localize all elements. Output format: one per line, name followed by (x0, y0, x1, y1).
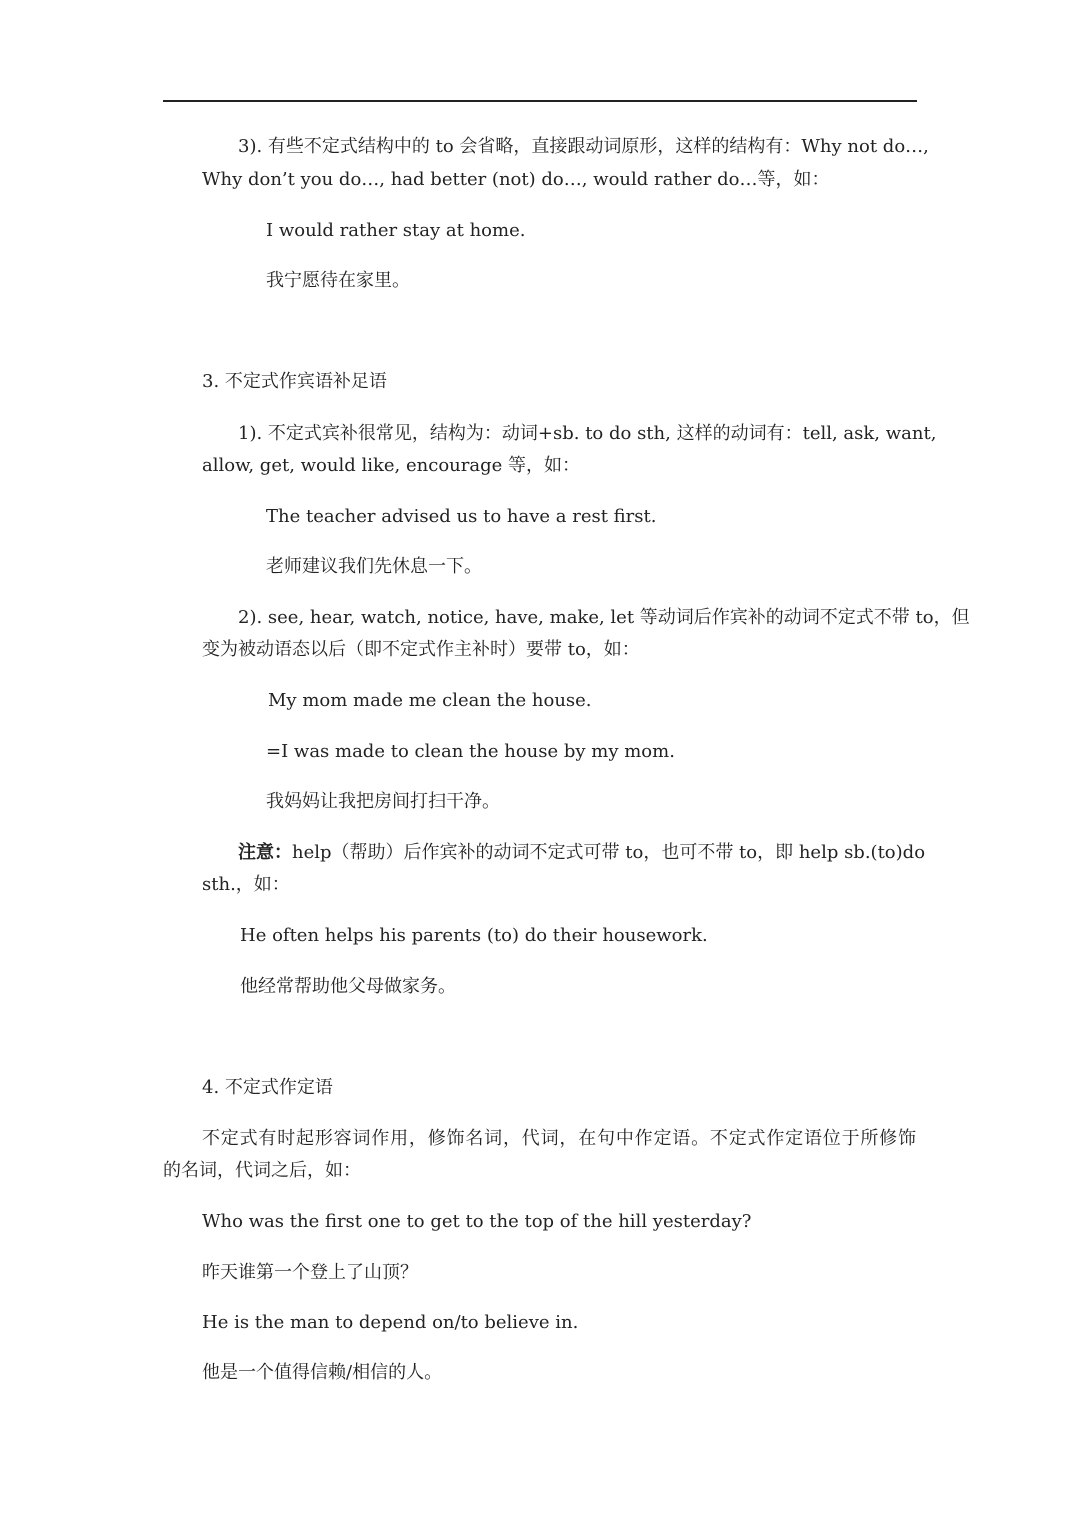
example-english: I would rather stay at home. (266, 220, 526, 241)
section-3-example-3-chinese: 他经常帮助他父母做家务。 (240, 976, 456, 997)
header-rule (163, 100, 917, 102)
note-line-2: sth.，如： (202, 874, 290, 895)
paragraph-3-line-2: Why don’t you do…, had better (not) do…, would rather do…等，如： (202, 169, 830, 190)
section-3-para-1-line-1: 1). 不定式宾补很常见，结构为：动词+sb. to do sth, 这样的动词有：tell, ask, want, (238, 423, 937, 444)
section-4-example-2-english: He is the man to depend on/to believe in. (202, 1312, 579, 1333)
note-line-1 (238, 841, 926, 865)
section-4-example-1-chinese: 昨天谁第一个登上了山顶？ (202, 1262, 418, 1283)
section-3-heading: 3. 不定式作宾语补足语 (202, 371, 387, 392)
section-3-example-1-english: The teacher advised us to have a rest first. (266, 506, 657, 527)
section-3-example-2-english-2: =I was made to clean the house by my mom. (266, 741, 675, 762)
section-3-example-2-english-1: My mom made me clean the house. (268, 690, 592, 711)
section-3-para-2-line-2: 变为被动语态以后（即不定式作主补时）要带 to，如： (202, 639, 640, 660)
section-4-para-line-1: 不定式有时起形容词作用，修饰名词，代词，在句中作定语。不定式作定语位于所修饰 (202, 1128, 916, 1149)
section-4-heading: 4. 不定式作定语 (202, 1077, 333, 1098)
paragraph-3-line-1: 3). 有些不定式结构中的 to 会省略，直接跟动词原形，这样的结构有：Why not do…, (238, 136, 929, 157)
note-label: 注意： (238, 842, 292, 863)
section-3-example-2-chinese: 我妈妈让我把房间打扫干净。 (266, 791, 500, 812)
section-3-example-3-english: He often helps his parents (to) do their housework. (240, 925, 708, 946)
section-4-para-line-2: 的名词，代词之后，如： (163, 1160, 361, 1181)
section-3-para-1-line-2: allow, get, would like, encourage 等，如： (202, 455, 580, 476)
section-4-example-2-chinese: 他是一个值得信赖/相信的人。 (202, 1362, 443, 1383)
section-3-para-2-line-1: 2). see, hear, watch, notice, have, make, let 等动词后作宾补的动词不定式不带 to，但 (238, 607, 970, 628)
example-chinese: 我宁愿待在家里。 (266, 270, 410, 291)
section-3-example-1-chinese: 老师建议我们先休息一下。 (266, 556, 482, 577)
section-4-example-1-english: Who was the first one to get to the top of the hill yesterday? (202, 1211, 752, 1232)
note-text: help（帮助）后作宾补的动词不定式可带 to，也可不带 to，即 help sb.(to)do (292, 842, 926, 863)
